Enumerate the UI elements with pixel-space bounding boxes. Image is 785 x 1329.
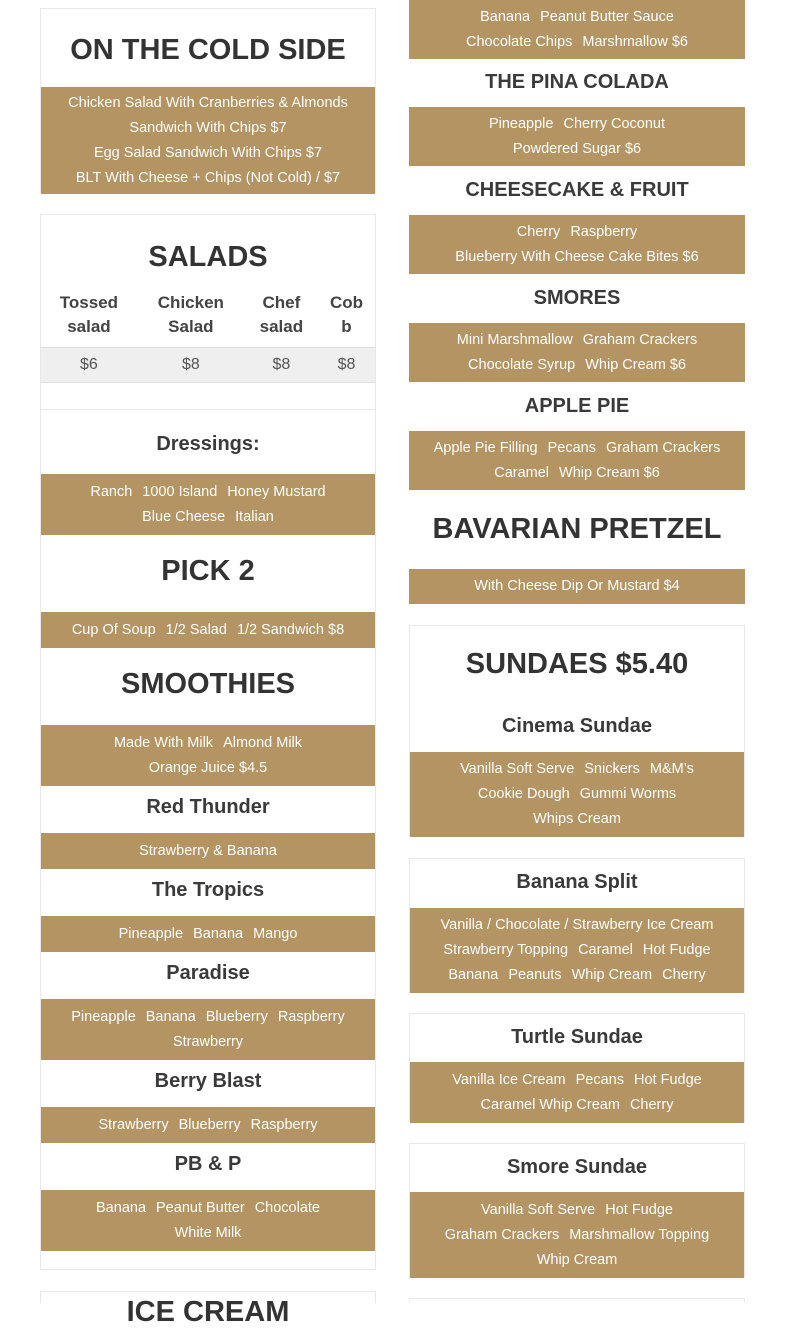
red-thunder-band: [41, 833, 375, 869]
smore-sundae-line: Whip Cream: [536, 1251, 618, 1268]
cold-item: BLT With Cheese + Chips (Not Cold) / $7: [75, 169, 341, 186]
pretzel-line: With Cheese Dip Or Mustard $4: [474, 578, 680, 594]
smore-sundae-line: Graham Crackers Marshmallow Topping: [444, 1226, 710, 1243]
pick2-title: PICK 2: [161, 555, 255, 587]
paradise-band: [41, 999, 375, 1060]
pick2-line: Cup Of Soup 1/2 Salad 1/2 Sandwich $8: [71, 621, 345, 638]
salad-header: Chicken Salad: [157, 293, 224, 336]
pretzel-title: BAVARIAN PRETZEL: [432, 513, 722, 545]
banana-split-line: Strawberry Topping Caramel Hot Fudge: [443, 942, 711, 958]
apple-pie-line: Apple Pie Filling Pecans Graham Crackers: [433, 439, 721, 456]
cheesecake-line: Cherry Raspberry: [516, 223, 638, 240]
apple-pie-title: APPLE PIE: [524, 395, 630, 417]
turtle-sundae-title: Turtle Sundae: [511, 1026, 643, 1048]
pina-colada-title: THE PINA COLADA: [485, 71, 669, 93]
berry-blast-band: [41, 1107, 375, 1143]
salad-header: Chef salad: [259, 293, 304, 336]
turtle-sundae-card: [409, 1013, 745, 1123]
pina-colada-band: [409, 107, 745, 166]
tropics-title: The Tropics: [151, 879, 265, 901]
smoothies-line: Orange Juice $4.5: [148, 759, 268, 776]
turtle-line: Caramel Whip Cream Cherry: [480, 1096, 674, 1113]
salad-price: $6: [41, 348, 137, 383]
divider: [41, 409, 375, 410]
banana-split-title: Banana Split: [516, 871, 638, 893]
smore-sundae-card: [409, 1143, 745, 1278]
smore-sundae-title: Smore Sundae: [506, 1156, 648, 1178]
smore-sundae-band: [410, 1192, 744, 1278]
cinema-sundae-band: [410, 752, 744, 837]
turtle-sundae-band: [410, 1062, 744, 1123]
cinema-sundae-title: Cinema Sundae: [501, 715, 653, 737]
smores-band: [409, 323, 745, 382]
smores-title: SMORES: [533, 287, 621, 309]
smoothies-base-band: [41, 725, 375, 786]
paradise-line: Pineapple Banana Blueberry Raspberry: [71, 1008, 345, 1025]
red-thunder-line: Strawberry & Banana: [139, 842, 277, 859]
top-shake-line: Banana Peanut Butter Sauce: [480, 8, 674, 25]
pbp-line: Banana Peanut Butter Chocolate: [96, 1199, 320, 1216]
sundaes-title: SUNDAES $5.40: [465, 648, 689, 680]
cinema-line: Vanilla Soft Serve Snickers M&M’s: [460, 761, 694, 777]
cold-side-items: [41, 87, 375, 194]
salads-title: SALADS: [148, 241, 268, 273]
cold-item: Sandwich With Chips $7: [129, 119, 287, 136]
pina-colada-line: Powdered Sugar $6: [512, 140, 642, 157]
red-thunder-title: Red Thunder: [146, 796, 270, 818]
apple-pie-band: [409, 431, 745, 490]
cold-item: Egg Salad Sandwich With Chips $7: [93, 144, 323, 161]
salads-card: [40, 214, 376, 1270]
dressings-title: Dressings:: [156, 433, 260, 455]
banana-split-band: [410, 908, 744, 993]
pick2-band: [41, 612, 375, 648]
sundaes-card: [409, 625, 745, 837]
smore-sundae-line: Vanilla Soft Serve Hot Fudge: [481, 1201, 673, 1218]
paradise-title: Paradise: [166, 962, 250, 984]
cold-side-card: [40, 8, 376, 193]
dressings-line: Blue Cheese Italian: [142, 508, 274, 525]
smores-line: Mini Marshmallow Graham Crackers: [456, 331, 698, 348]
pina-colada-line: Pineapple Cherry Coconut: [488, 115, 666, 132]
ice-cream-card: [40, 1291, 376, 1328]
cold-item: Chicken Salad With Cranberries & Almonds: [68, 94, 348, 111]
banana-split-line: Vanilla / Chocolate / Strawberry Ice Cream: [440, 917, 714, 933]
cheesecake-band: [409, 215, 745, 274]
cinema-line: Cookie Dough Gummi Worms: [477, 786, 677, 802]
salads-table: [41, 291, 375, 383]
ice-cream-title: ICE CREAM: [126, 1296, 290, 1328]
dressings-band: [41, 474, 375, 535]
next-card: [409, 1298, 745, 1303]
tropics-line: Pineapple Banana Mango: [118, 925, 298, 942]
paradise-line: Strawberry: [172, 1033, 244, 1050]
smoothies-line: Made With Milk Almond Milk: [113, 734, 303, 751]
top-shake-line: Chocolate Chips Marshmallow $6: [466, 33, 688, 50]
cinema-line: Whips Cream: [533, 811, 621, 827]
berry-blast-title: Berry Blast: [154, 1070, 262, 1092]
pbp-line: White Milk: [174, 1224, 242, 1241]
cold-side-title: ON THE COLD SIDE: [70, 34, 346, 66]
salad-price: $8: [318, 348, 375, 383]
pretzel-band: [409, 569, 745, 604]
tropics-band: [41, 916, 375, 952]
banana-split-card: [409, 858, 745, 993]
smoothies-title: SMOOTHIES: [120, 668, 295, 700]
pbp-title: PB & P: [174, 1153, 242, 1175]
cheesecake-line: Blueberry With Cheese Cake Bites $6: [455, 248, 699, 265]
pbp-band: [41, 1190, 375, 1251]
berry-blast-line: Strawberry Blueberry Raspberry: [98, 1116, 318, 1133]
dressings-line: Ranch 1000 Island Honey Mustard: [90, 483, 326, 500]
salad-header: Cob b: [329, 293, 363, 336]
turtle-line: Vanilla Ice Cream Pecans Hot Fudge: [452, 1071, 702, 1088]
apple-pie-line: Caramel Whip Cream $6: [494, 464, 660, 481]
salad-price: $8: [137, 348, 245, 383]
smores-line: Chocolate Syrup Whip Cream $6: [468, 356, 686, 373]
cheesecake-title: CHEESECAKE & FRUIT: [465, 179, 689, 201]
salad-price: $8: [245, 348, 318, 383]
salad-header: Tossed salad: [59, 293, 119, 336]
banana-split-line: Banana Peanuts Whip Cream Cherry: [448, 967, 706, 983]
top-shake-band: [409, 0, 745, 59]
